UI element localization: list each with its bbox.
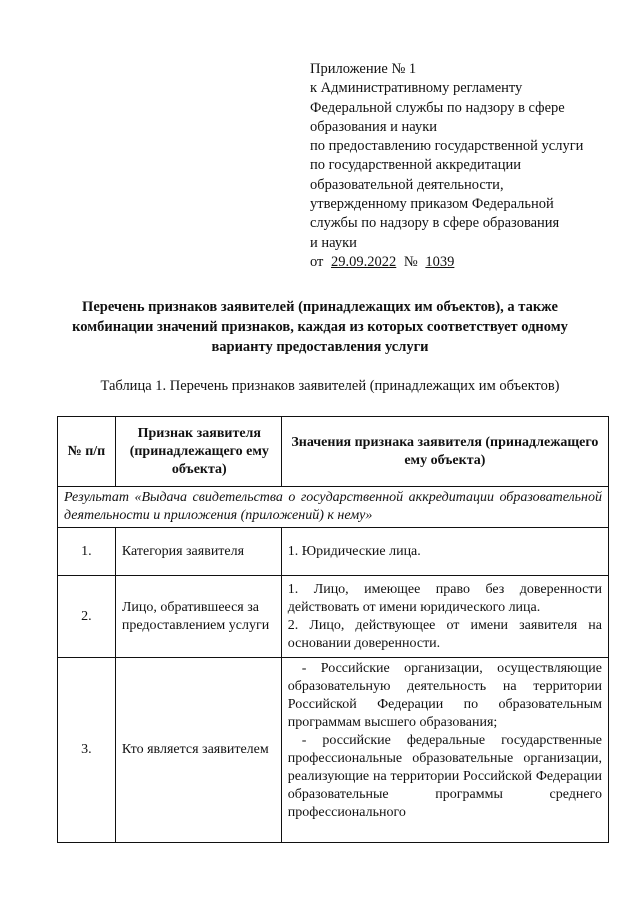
row-value: 2. Лицо, действующее от имени заявителя на основании доверенности. xyxy=(287,617,602,651)
order-number: 1039 xyxy=(425,253,455,270)
row-attribute: Категория заявителя xyxy=(115,528,281,576)
appendix-block xyxy=(310,60,610,272)
table-caption: Таблица 1. Перечень признаков заявителей (принадлежащих им объектов) xyxy=(100,378,560,394)
appendix-line: по государственной аккредитации xyxy=(310,157,521,174)
result-row xyxy=(58,487,609,528)
row-value: 1. Лицо, имеющее право без доверенности действовать от имени юридического лица. xyxy=(287,581,602,615)
order-date-line xyxy=(310,253,610,272)
appendix-line: утвержденному приказом Федеральной xyxy=(310,196,554,213)
appendix-line: образования и науки xyxy=(310,118,438,135)
appendix-line: Федеральной службы по надзору в сфере xyxy=(310,99,565,116)
row-attribute: Лицо, обратившееся за предоставлением услуги xyxy=(115,576,281,658)
header-values: Значения признака заявителя (принадлежащего ему объекта) xyxy=(281,417,608,487)
row-value: - российские федеральные государственные профессиональные образовательные организации, реализующие на территории Российской Федерации образовательные программы среднего профессионального xyxy=(287,733,602,820)
appendix-line: и науки xyxy=(310,234,357,251)
table-row xyxy=(58,658,609,843)
result-description: Результат «Выдача свидетельства о государственной аккредитации образовательной деятельности и приложения (приложений) к нему» xyxy=(58,487,609,528)
row-attribute: Кто является заявителем xyxy=(115,658,281,843)
table-header-row xyxy=(58,417,609,487)
document-heading: Перечень признаков заявителей (принадлежащих им объектов), а также комбинации значений признаков, каждая из которых соответствует одному варианту предоставления услуги xyxy=(72,299,568,355)
row-number: 3. xyxy=(58,658,116,843)
row-number: 1. xyxy=(58,528,116,576)
appendix-line: к Административному регламенту xyxy=(310,80,523,97)
row-values-clip xyxy=(288,658,602,842)
row-number: 2. xyxy=(58,576,116,658)
header-number: № п/п xyxy=(58,417,116,487)
row-values xyxy=(281,528,608,576)
appendix-line: службы по надзору в сфере образования xyxy=(310,215,560,232)
row-value: - Российские организации, осуществляющие образовательную деятельность на территории Российской Федерации по образовательным программам высшего образования; xyxy=(287,661,602,730)
appendix-line: образовательной деятельности, xyxy=(310,176,504,193)
number-sign: № xyxy=(403,253,418,270)
applicant-attributes-table xyxy=(57,416,609,843)
row-values xyxy=(281,576,608,658)
appendix-line: Приложение № 1 xyxy=(310,61,417,77)
order-date: 29.09.2022 xyxy=(331,253,397,270)
table-row xyxy=(58,528,609,576)
row-values xyxy=(281,658,608,843)
row-value: 1. Юридические лица. xyxy=(287,544,421,559)
date-prefix: от xyxy=(310,253,324,270)
table-row xyxy=(58,576,609,658)
appendix-line: по предоставлению государственной услуги xyxy=(310,138,584,155)
header-attribute: Признак заявителя (принадлежащего ему объекта) xyxy=(115,417,281,487)
